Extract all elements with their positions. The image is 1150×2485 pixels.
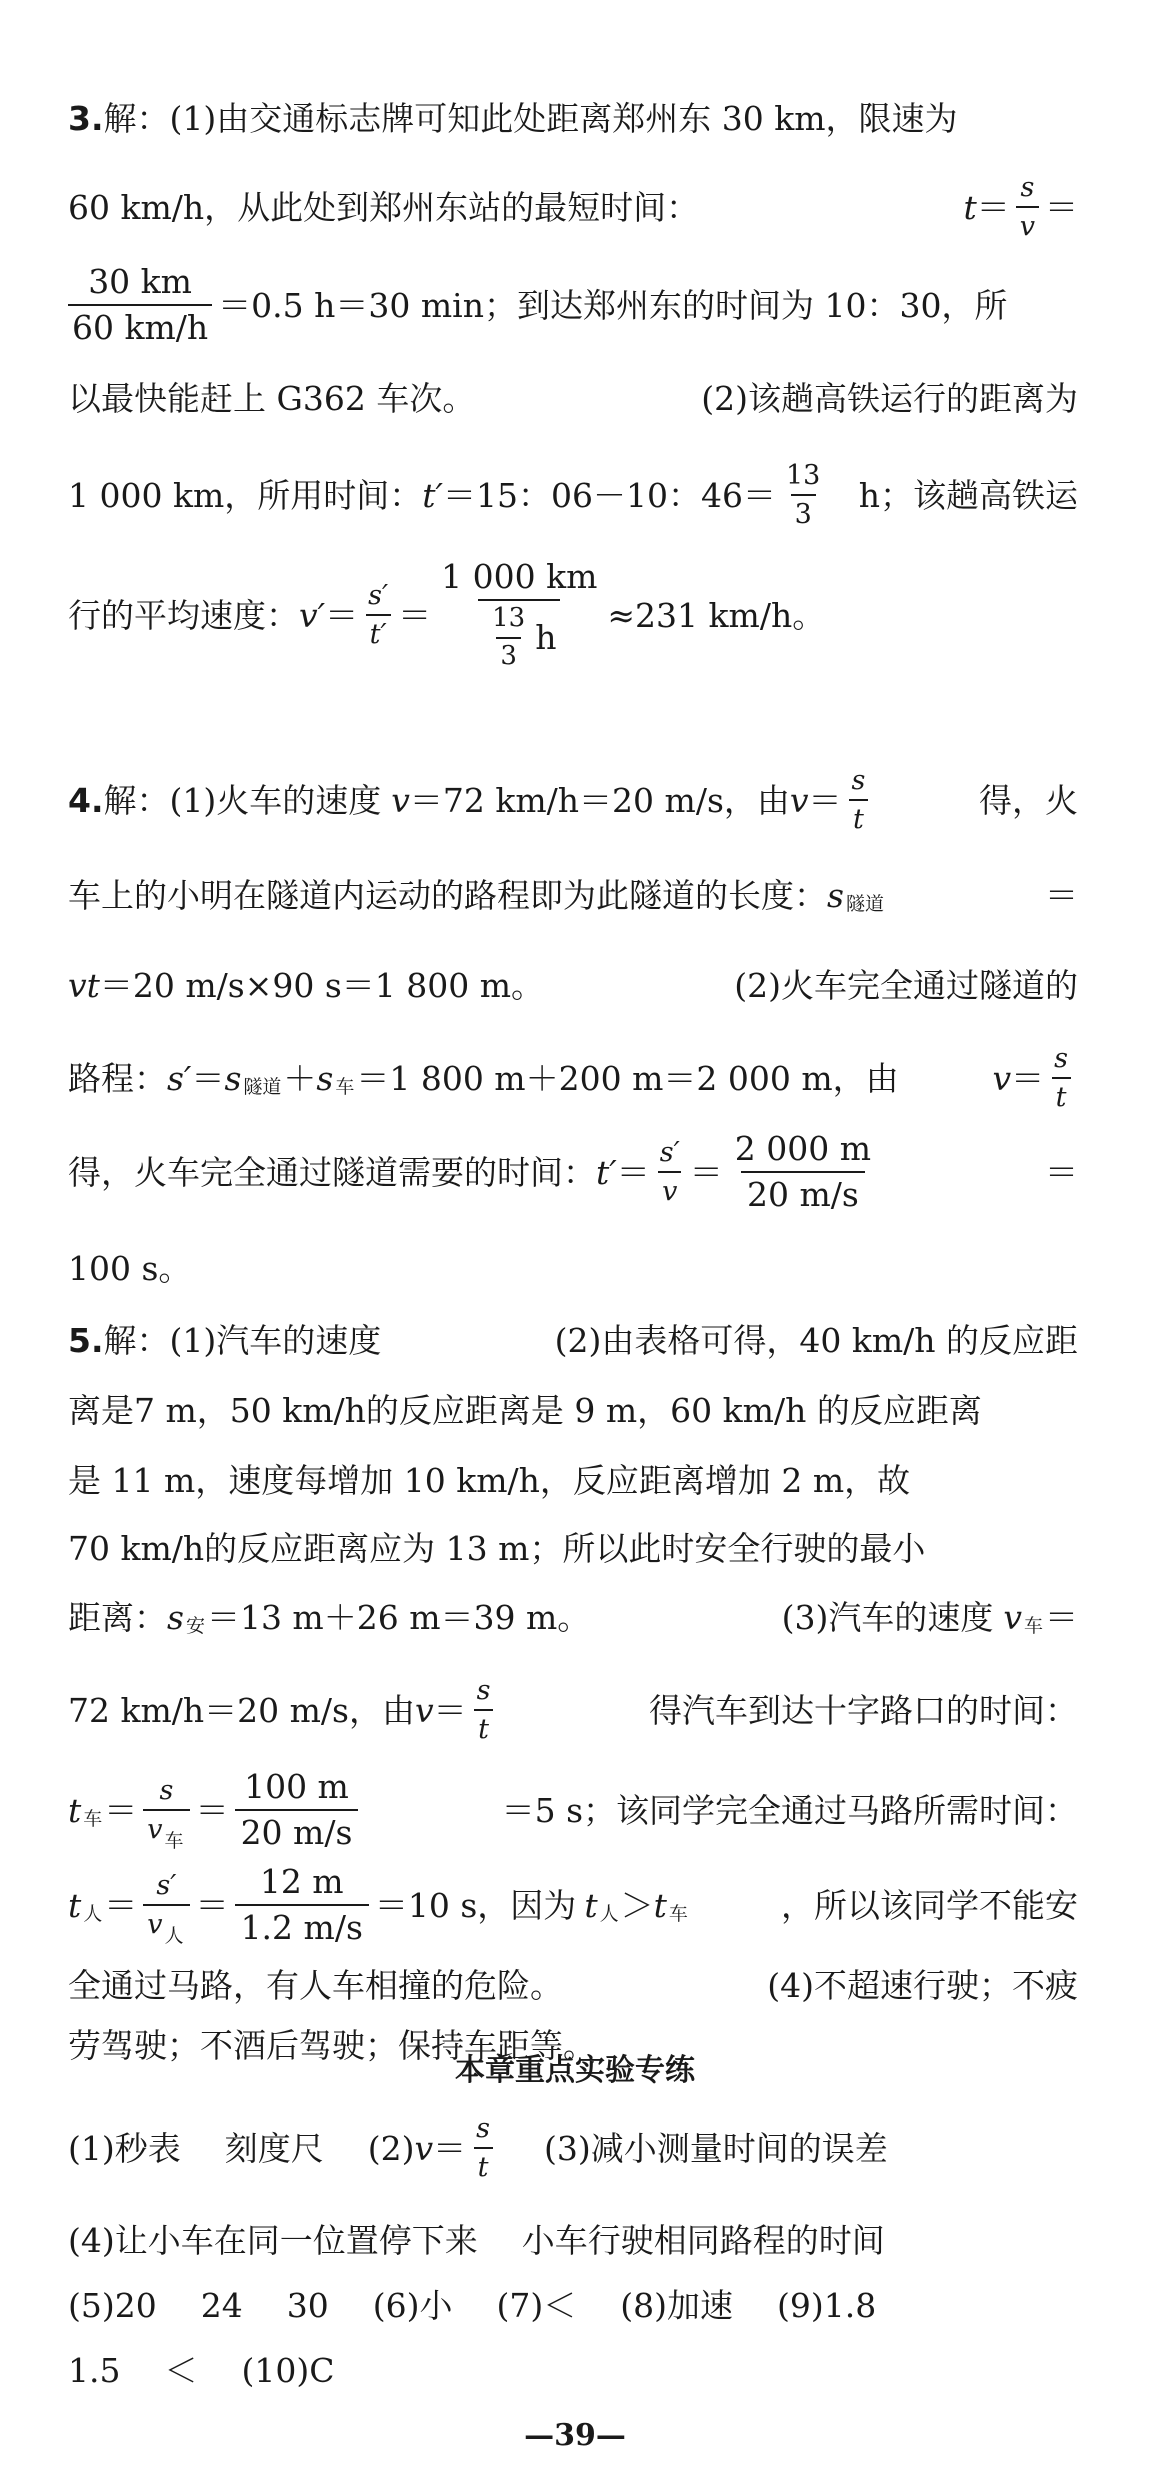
numerator: 12 m (259, 1862, 344, 1902)
q5-text-7b: ＝5 s；该同学完全通过马路所需时间： (501, 1790, 1078, 1830)
fraction-100m-over-20ms (235, 1768, 359, 1852)
numerator: 100 m (244, 1767, 349, 1807)
answer-9a: (9)1.8 (777, 2285, 877, 2325)
q5-var-t: t (584, 1885, 598, 1925)
equals-sign: ＝ (1011, 1058, 1045, 1098)
answer-5b: 24 (200, 2285, 243, 2325)
numerator: s (159, 1774, 174, 1806)
page-number: —39— (524, 2418, 626, 2453)
denominator: t (474, 2147, 493, 2183)
q4-text-6: 100 s。 (68, 1248, 192, 1288)
denominator: t (1052, 1077, 1071, 1113)
q4-text-1b: ＝72 km/h＝20 m/s，由 (409, 780, 790, 820)
equals-sign: ＝ (433, 1690, 467, 1730)
fraction-13-over-3 (782, 460, 824, 530)
q5-line-8 (68, 1862, 1078, 1947)
subscript: 隧道 (845, 892, 884, 915)
denominator (143, 1809, 189, 1852)
fraction-2000m-over-20ms (729, 1130, 877, 1214)
q3-text-4b: (2)该趟高铁运行的距离为 (701, 378, 1078, 418)
denominator: t (474, 1709, 493, 1745)
numerator: s′ (659, 1136, 680, 1168)
subscript: 人 (83, 1902, 103, 1925)
numerator: s′ (156, 1869, 177, 1901)
q5-text-10: 劳驾驶；不酒后驾驶；保持车距等。 (68, 2025, 596, 2065)
fraction-s-over-t (848, 765, 870, 835)
q5-line-1 (68, 1300, 1078, 1380)
numerator: s′ (368, 579, 389, 611)
subscript: 隧道 (243, 1075, 282, 1098)
q5-var-s: s (167, 1597, 184, 1637)
equals-sign: ＝ (195, 1885, 229, 1925)
q3-text-5b: ＝15：06－10：46＝ (443, 475, 776, 515)
q3-text-6a: 行的平均速度： (68, 595, 299, 635)
q3-line-6 (68, 557, 1078, 671)
numerator: 13 (786, 459, 821, 491)
equals-sign: ＝ (976, 187, 1010, 227)
q3-var-t: t (963, 187, 977, 227)
q3-text-2: 60 km/h，从此处到郑州东站的最短时间： (68, 187, 700, 227)
denominator: 20 m/s (741, 1171, 865, 1214)
q5-text-1b: (2)由表格可得，40 km/h 的反应距 (554, 1320, 1078, 1360)
q5-number: 5. (68, 1320, 104, 1360)
fraction-s-prime-over-t-prime (364, 580, 392, 650)
denominator: t (849, 799, 868, 835)
fraction-1000km-over-13-3-h (437, 558, 601, 672)
equals-sign: ＝ (1045, 1152, 1078, 1192)
q4-var-s: s (224, 1058, 242, 1098)
q3-text-1: 解：(1)由交通标志牌可知此处距离郑州东 30 km，限速为 (103, 98, 958, 138)
q4-line-2 (68, 855, 1078, 935)
experiment-line-1 (68, 2108, 932, 2188)
equals-sign: ＝ (808, 780, 842, 820)
q5-text-5b: ＝13 m＋26 m＝39 m。 (206, 1597, 591, 1637)
answer-1b: 刻度尺 (224, 2128, 324, 2168)
fraction-s-prime-over-v (656, 1137, 684, 1207)
q5-text-8b: ＝10 s，因为 (374, 1885, 577, 1925)
subscript: 车 (1023, 1614, 1043, 1637)
q4-text-3c: (2)火车完全通过隧道的 (734, 965, 1078, 1005)
q4-text-5a: 得，火车完全通过隧道需要的时间： (68, 1152, 596, 1192)
numerator: s (476, 2112, 491, 2144)
equals-sign: ＝ (1045, 187, 1078, 227)
equals-sign: ＝ (433, 2128, 467, 2168)
numerator: 1 000 km (441, 557, 598, 597)
subscript: 人 (164, 1925, 184, 1947)
q4-text-2a: 车上的小明在隧道内运动的路程即为此隧道的长度： (68, 875, 827, 915)
q3-text-3: ＝0.5 h＝30 min；到达郑州东的时间为 10：30，所 (218, 285, 1008, 325)
q5-line-2 (68, 1370, 1078, 1450)
fraction-12m-over-1-2ms (235, 1863, 369, 1947)
q4-var-s-prime: s′ (167, 1058, 192, 1098)
numerator: 2 000 m (734, 1129, 872, 1169)
var-v: v (147, 1909, 163, 1940)
equals-sign: ＝ (191, 1058, 225, 1098)
q5-var-v: v (414, 1690, 434, 1730)
unit-h: h (535, 618, 557, 657)
denominator: v (1016, 206, 1039, 242)
var-v: v (414, 2128, 434, 2168)
q5-text-5c: (3)汽车的速度 (781, 1597, 994, 1637)
numerator: s (1020, 171, 1035, 203)
q5-var-t: t (68, 1885, 82, 1925)
q3-number: 3. (68, 98, 104, 138)
q4-text-1c: 得，火 (979, 780, 1078, 820)
fraction-s-over-t (472, 2113, 494, 2183)
denominator: 3 (791, 494, 816, 530)
denominator: t′ (366, 614, 391, 650)
answer-1a: (1)秒表 (68, 2128, 181, 2168)
equals-sign: ＝ (1045, 1597, 1078, 1637)
denominator (143, 1904, 189, 1947)
q4-number: 4. (68, 780, 104, 820)
q4-var-s: s (316, 1058, 334, 1098)
numerator: 30 km (88, 262, 192, 302)
subscript: 车 (164, 1830, 184, 1852)
denominator: 1.2 m/s (235, 1904, 369, 1947)
q5-var-t: t (653, 1885, 667, 1925)
answer-6: (6)小 (372, 2285, 453, 2325)
q5-var-t: t (68, 1790, 82, 1830)
q4-var-v: v (391, 780, 410, 820)
answer-4a: (4)让小车在同一位置停下来 (68, 2220, 478, 2260)
q5-text-8c: ，所以该同学不能安 (781, 1885, 1078, 1925)
experiment-line-4 (68, 2330, 378, 2410)
denominator (478, 599, 560, 672)
q5-text-1a: 解：(1)汽车的速度 (103, 1320, 382, 1360)
equals-sign: ＝ (104, 1885, 138, 1925)
fraction-s-prime-over-v-person (143, 1869, 189, 1947)
q4-text-4a: 路程： (68, 1058, 167, 1098)
q4-line-5 (68, 1129, 1078, 1214)
q5-line-4 (68, 1508, 1078, 1588)
numerator: s (476, 1674, 491, 1706)
q4-line-1 (68, 760, 1078, 840)
denominator: 3 (496, 637, 521, 672)
section-heading: 本章重点实验专练 (455, 2053, 695, 2088)
q5-line-7 (68, 1767, 1078, 1852)
fraction-s-over-t (1050, 1043, 1072, 1113)
greater-than-sign: ＞ (620, 1885, 654, 1925)
q4-text-4d: ＝1 800 m＋200 m＝2 000 m，由 (356, 1058, 899, 1098)
fraction-s-over-t (473, 1675, 495, 1745)
subscript: 车 (335, 1075, 355, 1098)
answer-10: (10)C (241, 2350, 335, 2390)
q3-text-4a: 以最快能赶上 G362 车次。 (68, 378, 476, 418)
q5-text-5a: 距离： (68, 1597, 167, 1637)
q5-text-9b: (4)不超速行驶；不疲 (767, 1965, 1078, 2005)
fraction-s-over-v-car (143, 1774, 189, 1852)
q4-var-s: s (827, 875, 844, 915)
q3-line-3 (68, 262, 1078, 347)
q4-line-4 (68, 1038, 1078, 1118)
q5-text-9a: 全通过马路，有人车相撞的危险。 (68, 1965, 563, 2005)
q4-line-3 (68, 945, 1078, 1025)
q5-text-3: 是 11 m，速度每增加 10 km/h，反应距离增加 2 m，故 (68, 1460, 911, 1500)
q5-var-v: v (1003, 1597, 1022, 1637)
q4-text-3b: ＝20 m/s×90 s＝1 800 m。 (99, 965, 545, 1005)
subscript: 人 (599, 1902, 619, 1925)
equals-sign: ＝ (325, 595, 359, 635)
q3-text-5a: 1 000 km，所用时间： (68, 475, 423, 515)
equals-sign: ＝ (689, 1152, 723, 1192)
denominator: 60 km/h (68, 304, 212, 347)
q3-line-1 (68, 78, 1078, 158)
denominator: 20 m/s (235, 1809, 359, 1852)
equals-sign: ＝ (104, 1790, 138, 1830)
q3-text-6b: ≈231 km/h。 (607, 595, 826, 635)
denominator: v (658, 1171, 681, 1207)
q4-line-6 (68, 1228, 235, 1308)
q4-var-vt: vt (68, 965, 100, 1005)
subscript: 车 (83, 1807, 103, 1830)
q3-line-4 (68, 358, 1078, 438)
q3-line-5 (68, 455, 1078, 535)
q5-text-6b: 得汽车到达十字路口的时间： (649, 1690, 1078, 1730)
answer-5a: (5)20 (68, 2285, 157, 2325)
answer-9b: 1.5 (68, 2350, 121, 2390)
q4-var-v: v (789, 780, 809, 820)
q3-text-5c: h；该趟高铁运 (858, 475, 1078, 515)
q3-line-2 (68, 167, 1078, 247)
plus-sign: ＋ (283, 1058, 317, 1098)
q5-line-5 (68, 1577, 1078, 1657)
var-v: v (147, 1814, 163, 1845)
subscript: 安 (185, 1614, 205, 1637)
fraction-s-over-v (1016, 172, 1039, 242)
equals-sign: ＝ (195, 1790, 229, 1830)
equals-sign: ＝ (1045, 875, 1078, 915)
answer-3: (3)减小测量时间的误差 (544, 2128, 888, 2168)
fraction-30km-over-60kmh (68, 263, 212, 347)
q4-var-v: v (992, 1058, 1012, 1098)
q5-text-6a: 72 km/h＝20 m/s，由 (68, 1690, 415, 1730)
numerator: s (1054, 1042, 1068, 1074)
answer-2-label: (2) (367, 2128, 415, 2168)
q4-text-1a: 解：(1)火车的速度 (103, 780, 382, 820)
q4-var-t-prime: t′ (596, 1152, 617, 1192)
answer-7: (7)＜ (496, 2285, 577, 2325)
answer-5c: 30 (286, 2285, 329, 2325)
q5-text-2: 离是7 m，50 km/h的反应距离是 9 m，60 km/h 的反应距离 (68, 1390, 982, 1430)
equals-sign: ＝ (616, 1152, 650, 1192)
answer-9c: ＜ (164, 2350, 198, 2390)
numerator: s (851, 764, 866, 796)
answer-8: (8)加速 (620, 2285, 733, 2325)
q5-line-6 (68, 1670, 1078, 1750)
equals-sign: ＝ (398, 595, 432, 635)
subscript: 车 (668, 1902, 688, 1925)
fraction-13-over-3 (488, 604, 529, 672)
numerator: 13 (492, 603, 526, 634)
q3-var-v-prime: v′ (299, 595, 326, 635)
answer-4b: 小车行驶相同路程的时间 (521, 2220, 885, 2260)
q3-var-t-prime: t′ (422, 475, 444, 515)
q5-text-4: 70 km/h的反应距离应为 13 m；所以此时安全行驶的最小 (68, 1528, 926, 1568)
